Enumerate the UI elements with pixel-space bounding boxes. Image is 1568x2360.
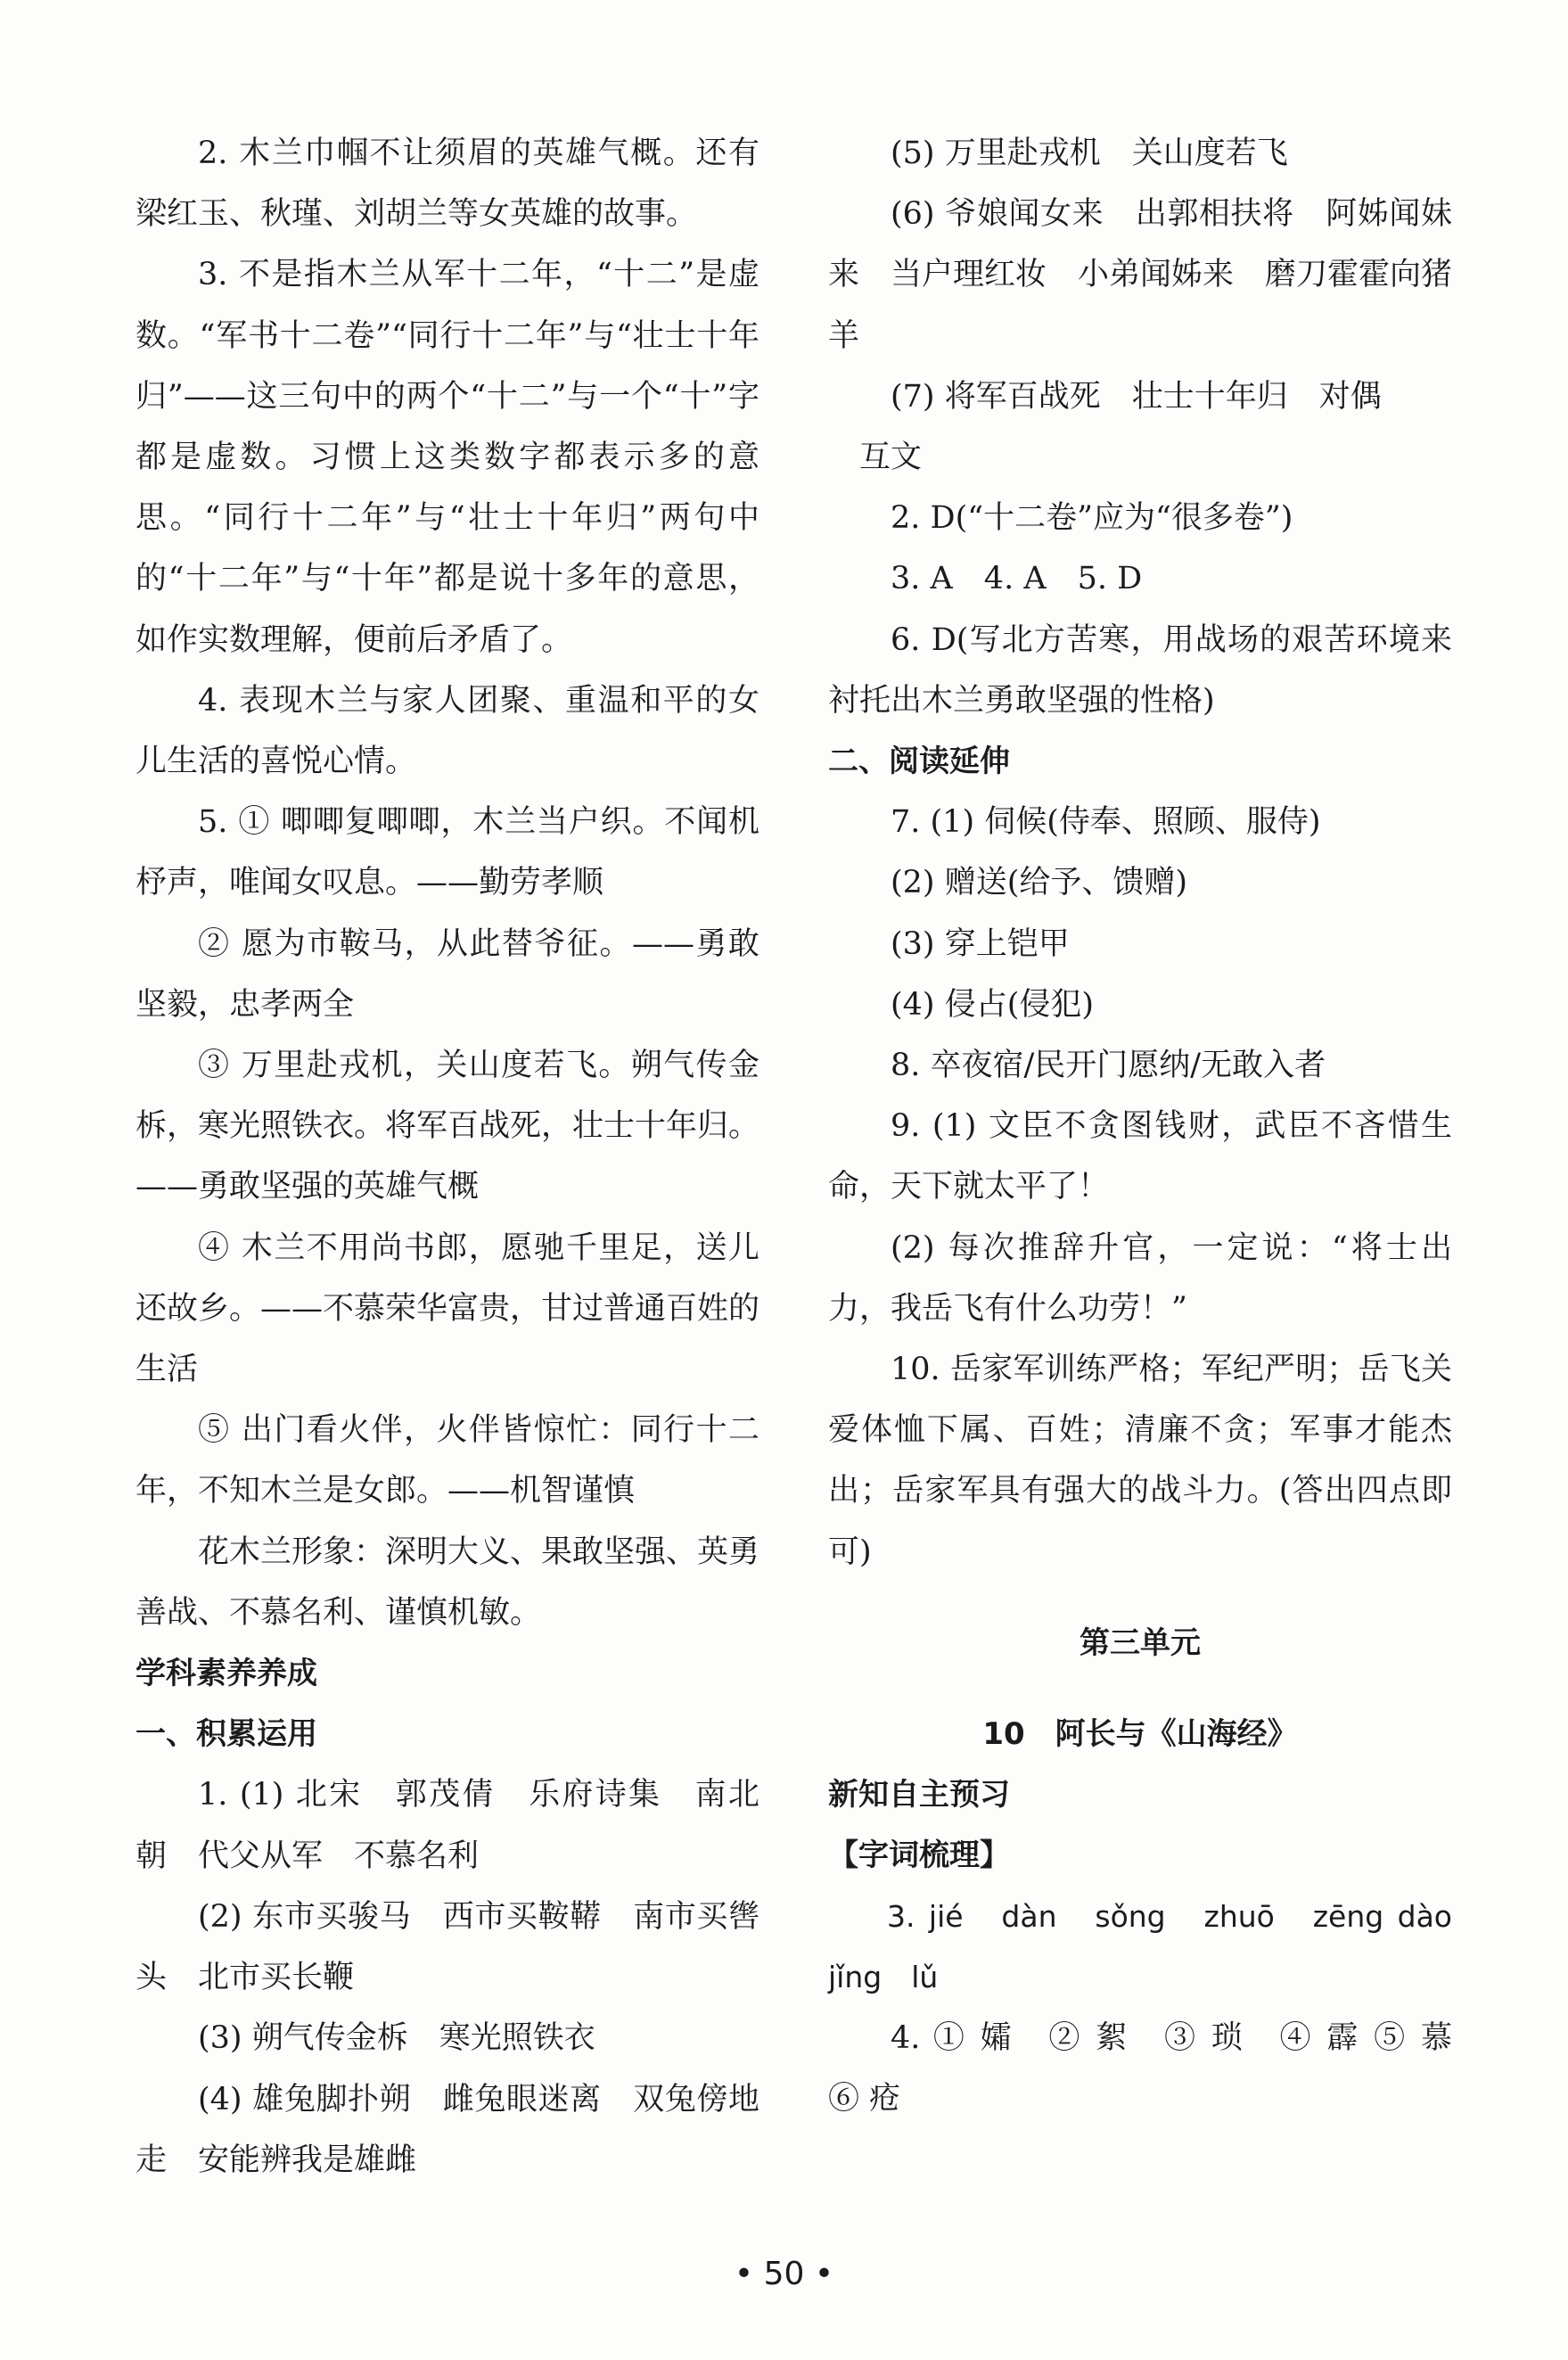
reading-9-1: 9. (1) 文臣不贪图钱财，武臣不吝惜生命，天下就太平了！	[828, 1108, 1452, 1205]
reading-7-3: (3) 穿上铠甲	[891, 925, 1070, 962]
unit-heading: 第三单元	[1080, 1624, 1201, 1661]
left-column	[135, 123, 759, 2191]
accumulation-1-6: (6) 爷娘闻女来 出郭相扶将 阿姊闻妹来 当户理红妆 小弟闻姊来 磨刀霍霍向猪羊	[828, 196, 1453, 354]
lesson-title: 10 阿长与《山海经》	[982, 1716, 1298, 1753]
answer-5-item-4: ④ 木兰不用尚书郎，愿驰千里足，送儿还故乡。——不慕荣华富贵，甘过普通百姓的生活	[135, 1229, 760, 1388]
accumulation-1-3: (3) 朔气传金柝 寒光照铁衣	[198, 2020, 595, 2057]
section-heading-accumulation: 一、积累运用	[135, 1716, 317, 1753]
accumulation-1-4: (4) 雄兔脚扑朔 雌兔眼迷离 双兔傍地走 安能辨我是雄雌	[135, 2081, 759, 2178]
section-heading-reading: 二、阅读延伸	[828, 744, 1010, 780]
words-4: 4. ① 孀 ② 絮 ③ 琐 ④ 霹 ⑤ 慕 ⑥ 疮	[828, 2020, 1484, 2117]
section-heading-literacy: 学科素养养成	[135, 1656, 317, 1692]
reading-7-4: (4) 侵占(侵犯)	[891, 986, 1095, 1023]
right-column	[828, 123, 1484, 2130]
accumulation-2: 2. D(“十二卷”应为“很多卷”)	[891, 500, 1293, 537]
reading-8: 8. 卒夜宿/民开门愿纳/无敢入者	[891, 1048, 1326, 1084]
page-number: • 50 •	[734, 2256, 834, 2292]
reading-10: 10. 岳家军训练严格；军纪严明；岳飞关爱体恤下属、百姓；清廉不贪；军事才能杰出；岳家军具有强大的战斗力。(答出四点即可)	[828, 1352, 1452, 1570]
answer-5-item-5: ⑤ 出门看火伴，火伴皆惊忙：同行十二年，不知木兰是女郎。——机智谨慎	[135, 1412, 759, 1509]
answer-5-item-2: ② 愿为市鞍马，从此替爷征。——勇敢坚毅，忠孝两全	[135, 925, 759, 1023]
accumulation-1-7: (7) 将军百战死 壮士十年归 对偶	[891, 378, 1382, 415]
accumulation-1-1: 1. (1) 北宋 郭茂倩 乐府诗集 南北朝 代父从军 不慕名利	[135, 1777, 759, 1874]
answer-5-item-3: ③ 万里赴戎机，关山度若飞。朔气传金柝，寒光照铁衣。将军百战死，壮士十年归。——勇敢坚强的英雄气概	[135, 1048, 760, 1205]
reading-7-2: (2) 赠送(给予、馈赠)	[891, 865, 1188, 901]
mulan-summary: 花木兰形象：深明大义、果敢坚强、英勇善战、不慕名利、谨慎机敏。	[135, 1534, 760, 1631]
answer-5-item-1: 5. ① 唧唧复唧唧，木兰当户织。不闻机杼声，唯闻女叹息。——勤劳孝顺	[135, 804, 759, 901]
section-heading-preview: 新知自主预习	[828, 1777, 1010, 1813]
answer-3: 3. 不是指木兰从军十二年，“十二”是虚数。“军书十二卷”“同行十二年”与“壮士十年归”——这三句中的两个“十二”与一个“十”字都是虚数。习惯上这类数字都表示多的意思。“同行十二年”与“壮士十年归”两句中的“十二年”与“十年”都是说十多年的意思，如作实数理解，便前后矛盾了。	[135, 257, 759, 658]
accumulation-1-5: (5) 万里赴戎机 关山度若飞	[891, 136, 1288, 171]
accumulation-1-2: (2) 东市买骏马 西市买鞍鞯 南市买辔头 北市买长鞭	[135, 1898, 759, 1996]
answer-4: 4. 表现木兰与家人团聚、重温和平的女儿生活的喜悦心情。	[135, 682, 759, 780]
accumulation-3-5: 3. A 4. A 5. D	[891, 561, 1143, 597]
words-3-pinyin: 3. jié dàn sǒng zhuō zēng dào jǐng lǔ	[828, 1898, 1482, 1994]
answer-2: 2. 木兰巾帼不让须眉的英雄气概。还有梁红玉、秋瑾、刘胡兰等女英雄的故事。	[135, 136, 759, 233]
accumulation-6: 6. D(写北方苦寒，用战场的艰苦环境来衬托出木兰勇敢坚强的性格)	[828, 621, 1452, 719]
accumulation-1-7-cont: 互文	[859, 440, 923, 476]
subsection-heading-words: 【字词梳理】	[828, 1838, 1010, 1874]
reading-7-1: 7. (1) 伺候(侍奉、照顾、服侍)	[891, 804, 1321, 841]
reading-9-2: (2) 每次推辞升官，一定说：“将士出力，我岳飞有什么功劳！”	[828, 1229, 1452, 1327]
